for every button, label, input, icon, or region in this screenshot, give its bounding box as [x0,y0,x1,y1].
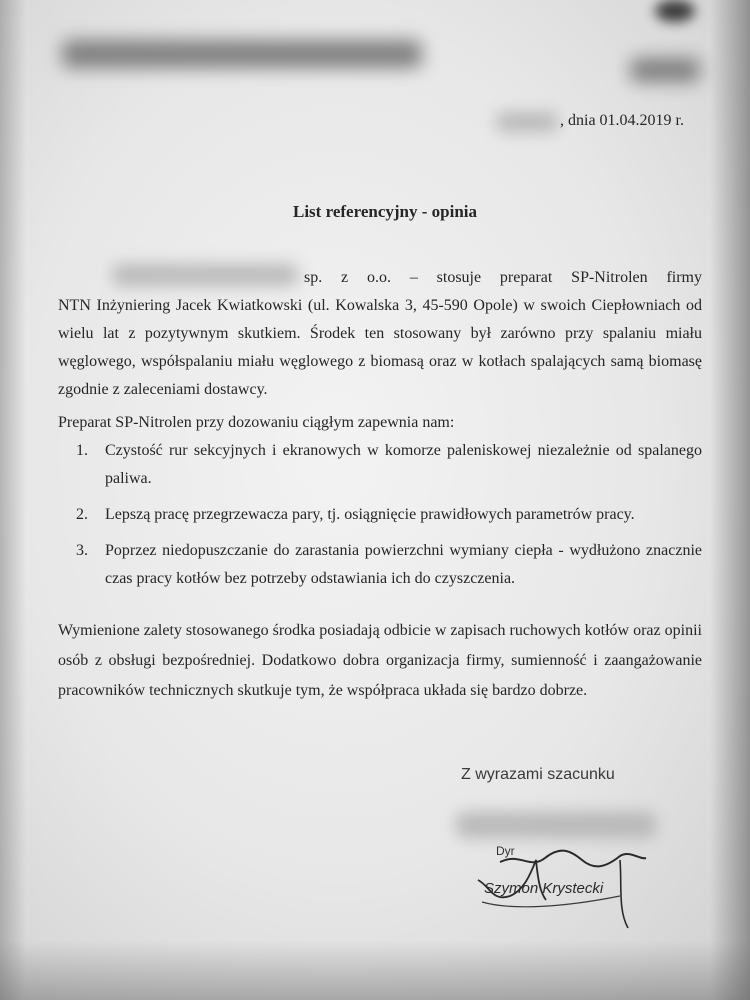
list-item-text: Lepszą pracę przegrzewacza pary, tj. osiągnięcie prawidłowych parametrów pracy. [105,506,635,523]
page-shadow-bottom [0,940,750,1000]
page-shadow-left [0,0,26,1000]
list-item-number: 1. [76,442,88,459]
list-item-number: 2. [76,506,88,523]
benefits-list [76,437,702,601]
list-item-text: Poprzez niedopuszczanie do zarastania powierzchni wymiany ciepła - wydłużono znacznie czas pracy kotłów bez potrzeby odstawiania ich do czyszczenia. [105,542,702,587]
signature [470,830,650,940]
signature-name: Szymon Krystecki [484,880,604,897]
page-corner-shadow [655,0,695,22]
list-item [76,537,702,593]
list-item-text: Czystość rur sekcyjnych i ekranowych w komorze paleniskowej niezależnie od spalanego paliwa. [105,442,702,487]
letter-title: List referencyjny - opinia [293,202,477,221]
paragraph-1-first-line: sp. z o.o. – stosuje preparat SP-Nitrolen firmy [304,269,702,286]
list-item [76,501,702,529]
redacted-letterhead [62,40,422,68]
list-item-number: 3. [76,542,88,559]
paragraph-2: Wymienione zalety stosowanego środka posiadają odbicie w zapisach ruchowych kotłów oraz opinii osób z obsługi bezpośredniej. Dodatkowo dobra organizacja firmy, sumienność i zaangażowanie pracowników technicznych skutkuje tym, że współpraca układa się bardzo dobrze. [58,622,702,699]
signature-role: Dyr [496,844,515,858]
closing-phrase: Z wyrazami szacunku [461,766,615,783]
redacted-header-right [630,58,700,82]
page-shadow-right [710,0,750,1000]
paragraph-1-rest: NTN Inżyniering Jacek Kwiatkowski (ul. Kowalska 3, 45-590 Opole) w swoich Ciepłowniach od wielu lat z pozytywnym skutkiem. Środek ten stosowany był zarówno przy spalaniu miału węglowego, współspalaniu miału węglowego z biomasą oraz w kotłach spalających samą biomasę zgodnie z zaleceniami dostawcy. [58,297,702,398]
list-intro: Preparat SP-Nitrolen przy dozowaniu ciągłym zapewnia nam: [58,414,455,431]
paragraph-1 [58,264,702,404]
date-line: , dnia 01.04.2019 r. [560,112,684,129]
list-item [76,437,702,493]
redacted-place [496,112,558,132]
